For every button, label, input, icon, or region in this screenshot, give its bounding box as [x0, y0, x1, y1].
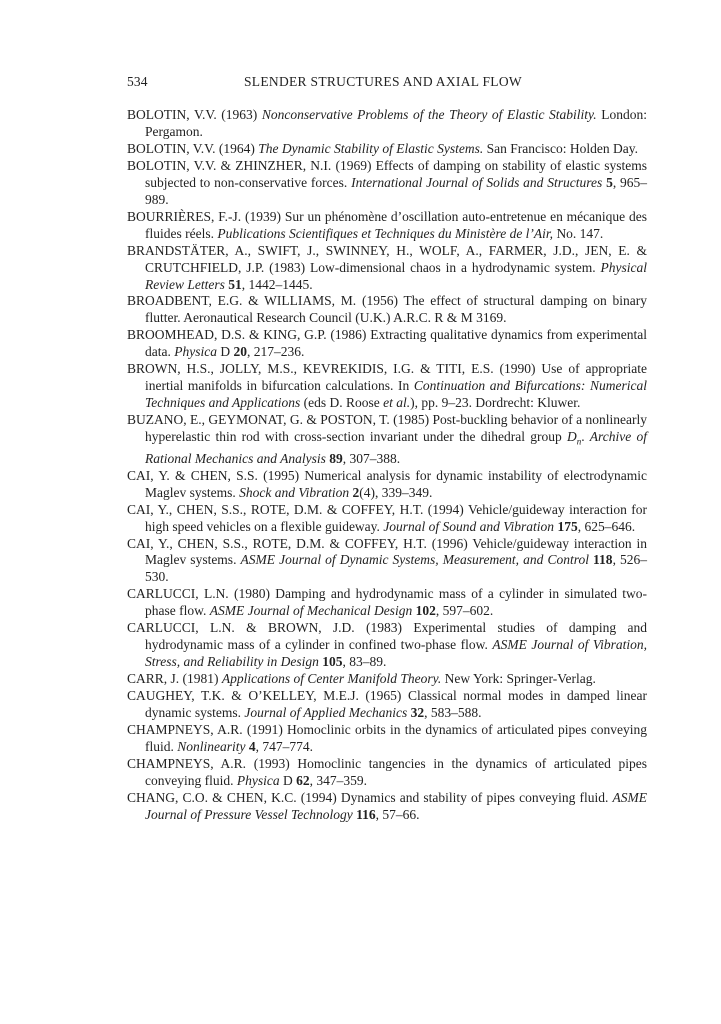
reference-text: D — [279, 772, 297, 788]
bold-text: 62 — [296, 772, 310, 788]
reference-entry — [127, 361, 647, 412]
italic-text: ASME Journal of Vibration, Stress, and Reliability in Design — [145, 637, 647, 670]
reference-text: No. 147. — [553, 225, 604, 241]
bold-text: 32 — [410, 705, 425, 721]
reference-entry — [127, 688, 647, 722]
bold-text: 2 — [352, 484, 360, 500]
reference-text: , 747–774. — [255, 738, 313, 754]
page-number: 534 — [127, 74, 148, 89]
reference-text: , 1442–1445. — [241, 276, 313, 292]
bold-text: 102 — [415, 603, 436, 619]
reference-entry — [127, 158, 647, 209]
reference-text: BUZANO, E., GEYMONAT, G. & POSTON, T. (1985) Post-buckling behavior of a nonlinearly hyperelastic thin rod with cross-section invariant under the dihedral group — [127, 412, 647, 445]
italic-text: Journal of Sound and Vibration — [383, 518, 555, 534]
reference-text: , 347–359. — [309, 772, 367, 788]
reference-text: CHANG, C.O. & CHEN, K.C. (1994) Dynamics and stability of pipes conveying fluid. — [127, 789, 613, 805]
reference-entry — [127, 293, 647, 327]
reference-text: . — [581, 429, 590, 445]
reference-text: , 526–530. — [145, 552, 648, 585]
reference-text: CARLUCCI, L.N. (1980) Damping and hydrodynamic mass of a cylinder in simulated two-phase flow. — [127, 586, 647, 619]
reference-entry — [127, 107, 647, 141]
reference-entry — [127, 671, 647, 688]
reference-text: London: Pergamon. — [145, 107, 648, 139]
reference-entry — [127, 209, 647, 243]
reference-entry — [127, 586, 647, 620]
italic-text: Nonlinearity — [177, 738, 246, 754]
reference-text: , 307–388. — [342, 450, 401, 466]
italic-text: Publications Scientifiques et Techniques du Ministère de l’Air, — [217, 225, 554, 241]
italic-text: ASME Journal of Pressure Vessel Technology — [145, 789, 647, 822]
reference-text: CAI, Y. & CHEN, S.S. (1995) Numerical analysis for dynamic instability of electrodynamic Maglev systems. — [127, 467, 647, 500]
page-header — [127, 74, 647, 94]
italic-text: et al. — [383, 395, 411, 411]
reference-text: BRANDSTÄTER, A., SWIFT, J., SWINNEY, H., WOLF, A., FARMER, J.D., JEN, E. & CRUTCHFIELD, J.P. (1983) Low-dimensional chaos in a hydrodynamic system. — [127, 242, 647, 275]
reference-text: (4), 339–349. — [359, 484, 433, 500]
reference-text: , 965–989. — [145, 174, 648, 207]
italic-text: Journal of Applied Mechanics — [244, 705, 408, 721]
italic-text: Continuation and Bifurcations: Numerical Techniques and Applications — [145, 378, 647, 411]
reference-entry — [127, 536, 647, 587]
reference-entry — [127, 141, 647, 158]
italic-text: International Journal of Solids and Structures — [351, 174, 603, 190]
reference-text: , 57–66. — [375, 806, 420, 822]
reference-text: , 625–646. — [577, 518, 636, 534]
reference-text: BOLOTIN, V.V. & ZHINZHER, N.I. (1969) Effects of damping on stability of elastic systems subjected to non-conservative forces. — [127, 157, 647, 190]
reference-text: BOLOTIN, V.V. (1964) — [127, 140, 259, 156]
reference-text: CAI, Y., CHEN, S.S., ROTE, D.M. & COFFEY, H.T. (1996) Vehicle/guideway interaction in Maglev systems. — [127, 535, 647, 568]
reference-entry — [127, 412, 647, 468]
reference-text: CHAMPNEYS, A.R. (1993) Homoclinic tangencies in the dynamics of articulated pipes conveying fluid. — [127, 755, 647, 788]
italic-text: Archive of Rational Mechanics and Analysis — [145, 429, 648, 466]
reference-list — [127, 107, 647, 824]
italic-text: Shock and Vibration — [239, 484, 350, 500]
italic-text: Physica — [174, 344, 217, 360]
reference-text: , 597–602. — [435, 603, 494, 619]
reference-text: San Francisco: Holden Day. — [483, 140, 638, 156]
bold-text: 51 — [228, 276, 242, 292]
bold-text: 20 — [233, 344, 247, 360]
reference-text: , 217–236. — [247, 344, 305, 360]
italic-text: ASME Journal of Dynamic Systems, Measurement, and Control — [240, 552, 589, 568]
bold-text: 105 — [322, 654, 343, 670]
reference-text: BROADBENT, E.G. & WILLIAMS, M. (1956) The effect of structural damping on binary flutter. Aeronautical Research Council (U.K.) A.R.C. R & M 3169. — [127, 293, 647, 326]
italic-text: ASME Journal of Mechanical Design — [209, 603, 413, 619]
bold-text: 89 — [329, 450, 343, 466]
reference-text: (eds D. Roose — [300, 395, 384, 411]
italic-text: Nonconservative Problems of the Theory of Elastic Stability. — [261, 107, 597, 122]
reference-text: BROOMHEAD, D.S. & KING, G.P. (1986) Extracting qualitative dynamics from experimental data. — [127, 327, 647, 360]
reference-text: CHAMPNEYS, A.R. (1991) Homoclinic orbits in the dynamics of articulated pipes conveying fluid. — [127, 722, 647, 754]
reference-text: BOLOTIN, V.V. (1963) — [127, 107, 262, 122]
reference-text: , 83–89. — [342, 654, 387, 670]
italic-text: D — [566, 429, 577, 445]
bold-text: 175 — [557, 518, 578, 534]
reference-text: New York: Springer-Verlag. — [441, 671, 596, 687]
reference-text: D — [217, 344, 234, 360]
reference-text: , 583–588. — [424, 705, 482, 721]
italic-text: Physica — [236, 772, 280, 788]
reference-entry — [127, 790, 647, 824]
reference-entry — [127, 468, 647, 502]
italic-text: Physical Review Letters — [145, 259, 647, 292]
reference-text: CAI, Y., CHEN, S.S., ROTE, D.M. & COFFEY, H.T. (1994) Vehicle/guideway interaction for high speed vehicles on a flexible guideway. — [127, 501, 647, 534]
bold-text: 5 — [606, 174, 613, 190]
reference-entry — [127, 620, 647, 671]
running-head: SLENDER STRUCTURES AND AXIAL FLOW — [244, 74, 522, 89]
reference-entry — [127, 243, 647, 294]
reference-text: CARLUCCI, L.N. & BROWN, J.D. (1983) Experimental studies of damping and hydrodynamic mass of a cylinder in confined two-phase flow. — [127, 620, 647, 653]
reference-text: ), pp. 9–23. Dordrecht: Kluwer. — [410, 395, 581, 411]
reference-text: CAUGHEY, T.K. & O’KELLEY, M.E.J. (1965) Classical normal modes in damped linear dynamic systems. — [127, 688, 647, 721]
italic-text: The Dynamic Stability of Elastic Systems. — [258, 140, 484, 156]
reference-text: BOURRIÈRES, F.-J. (1939) Sur un phénomène d’oscillation auto-entretenue en mécanique des fluides réels. — [127, 208, 647, 241]
bold-text: 4 — [248, 738, 256, 754]
reference-entry — [127, 327, 647, 361]
italic-text: Applications of Center Manifold Theory. — [221, 671, 442, 687]
bold-text: 118 — [593, 552, 613, 568]
reference-text: BROWN, H.S., JOLLY, M.S., KEVREKIDIS, I.G. & TITI, E.S. (1990) Use of appropriate inertial manifolds in bifurcation calculations. In — [127, 361, 647, 394]
bold-text: 116 — [356, 806, 376, 822]
reference-text: n — [576, 436, 582, 447]
reference-entry — [127, 722, 647, 756]
reference-entry — [127, 756, 647, 790]
reference-text: CARR, J. (1981) — [127, 671, 222, 687]
reference-entry — [127, 502, 647, 536]
